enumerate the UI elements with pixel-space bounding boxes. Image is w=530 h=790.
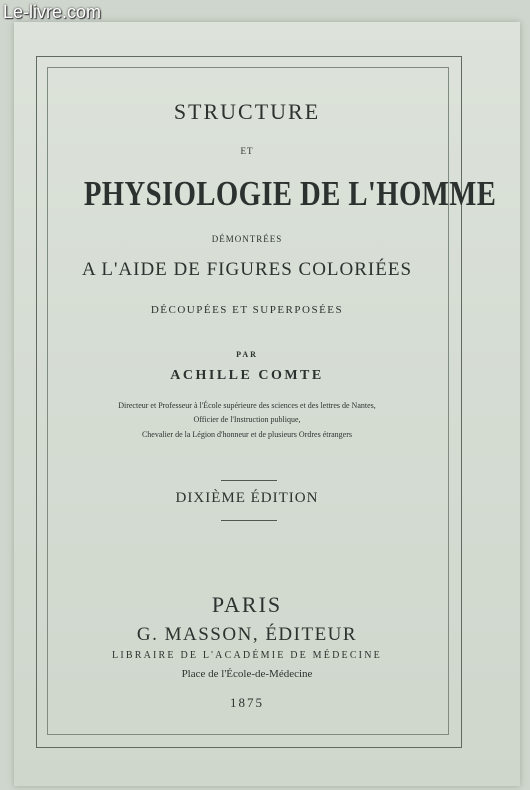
publisher-affiliation: LIBRAIRE DE L'ACADÉMIE DE MÉDECINE xyxy=(112,650,382,661)
edition-rule-bottom xyxy=(221,520,277,521)
watermark-text: Le-livre.com xyxy=(3,2,102,22)
subtitle-demonstrated: DÉMONTRÉES xyxy=(211,234,283,244)
author-credential-2: Officier de l'Instruction publique, xyxy=(193,415,301,424)
author-name: ACHILLE COMTE xyxy=(170,368,324,383)
title-connector: ET xyxy=(240,146,254,156)
publication-year: 1875 xyxy=(230,695,264,710)
publisher-address: Place de l'École-de-Médecine xyxy=(181,668,313,680)
edition-label: DIXIÈME ÉDITION xyxy=(175,490,319,506)
publisher-city: PARIS xyxy=(211,592,283,617)
publisher-name: G. MASSON, ÉDITEUR xyxy=(136,624,358,645)
title-line-structure: STRUCTURE xyxy=(173,99,321,124)
author-by: PAR xyxy=(236,350,258,359)
edition-rule-top xyxy=(221,480,277,481)
subtitle-detail: DÉCOUPÉES ET SUPERPOSÉES xyxy=(150,304,344,316)
main-title: PHYSIOLOGIE DE L'HOMME xyxy=(83,174,497,213)
author-credential-1: Directeur et Professeur à l'École supérieure des sciences et des lettres de Nantes, xyxy=(118,401,376,410)
author-credential-3: Chevalier de la Légion d'honneur et de plusieurs Ordres étrangers xyxy=(141,430,353,439)
subtitle-method: A L'AIDE DE FIGURES COLORIÉES xyxy=(81,259,413,280)
